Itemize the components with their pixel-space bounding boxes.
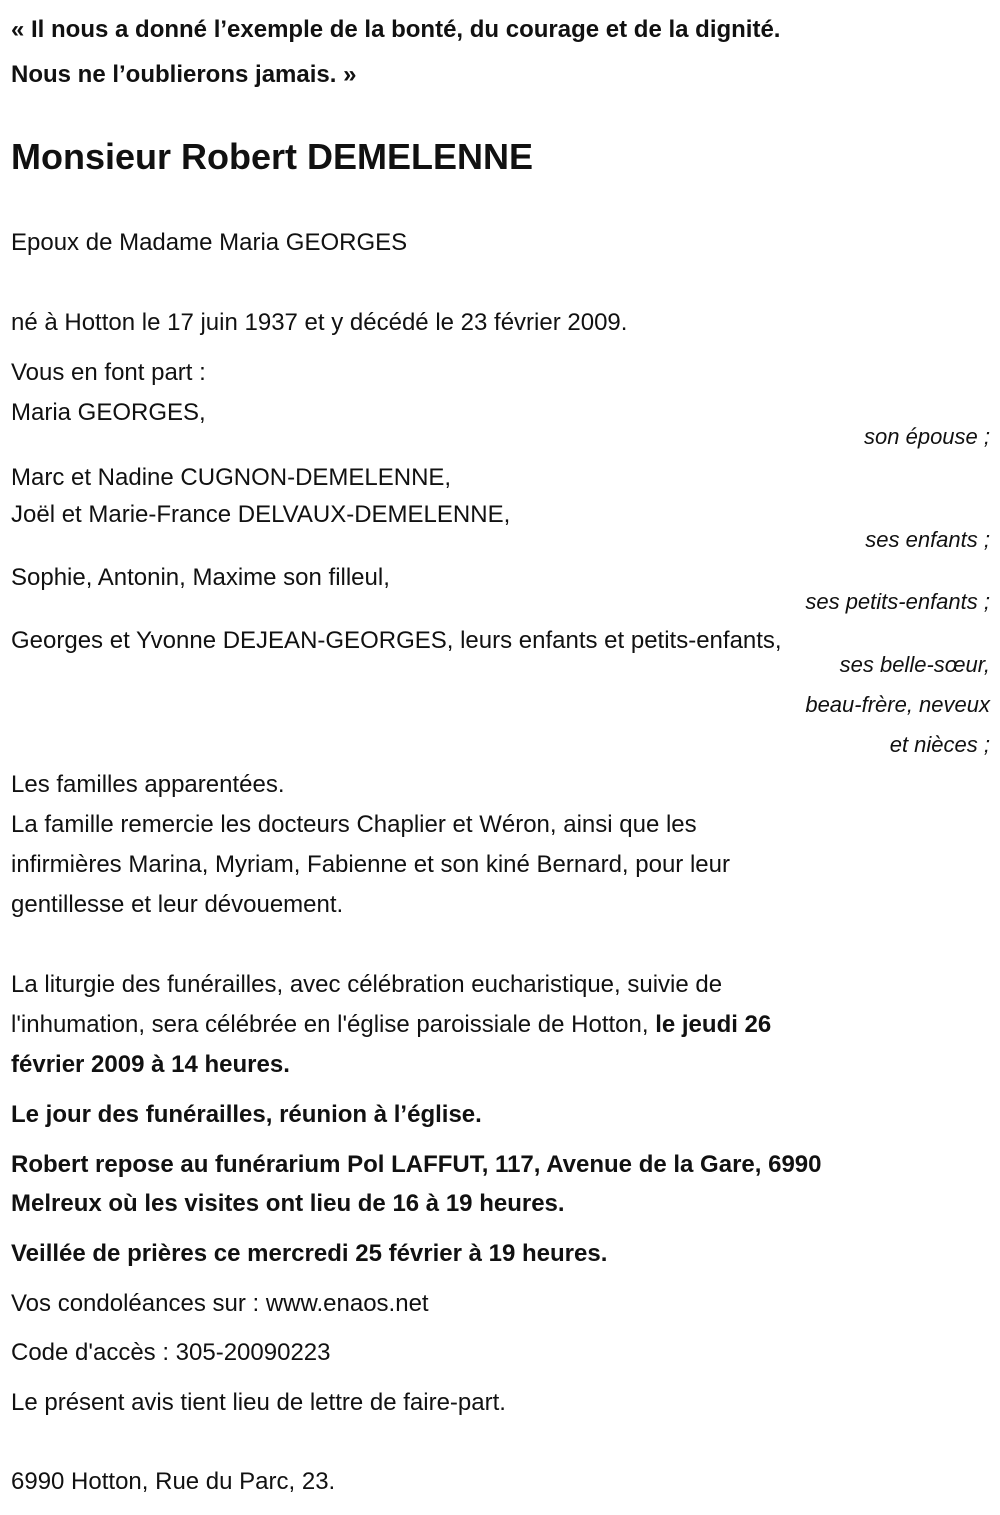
inlaws: Georges et Yvonne DEJEAN-GEORGES, leurs enfants et petits-enfants, — [11, 627, 782, 654]
inlaws-role-2: beau-frère, neveux — [805, 692, 990, 717]
repose-2: Melreux où les visites ont lieu de 16 à 19 heures. — [11, 1190, 565, 1217]
birth-death: né à Hotton le 17 juin 1937 et y décédé le 23 février 2009. — [11, 309, 628, 336]
quote-line-1: « Il nous a donné l’exemple de la bonté, du courage et de la dignité. — [11, 16, 781, 43]
quote-line-2: Nous ne l’oublierons jamais. » — [11, 61, 357, 88]
liturgy-1: La liturgie des funérailles, avec célébration eucharistique, suivie de — [11, 971, 723, 998]
announce: Vous en font part : — [11, 359, 206, 386]
notice: Le présent avis tient lieu de lettre de faire-part. — [11, 1389, 506, 1416]
access-code: Code d'accès : 305-20090223 — [11, 1339, 331, 1366]
liturgy-2 — [11, 1010, 771, 1040]
grandchildren: Sophie, Antonin, Maxime son filleul, — [11, 564, 390, 591]
repose-1: Robert repose au funérarium Pol LAFFUT, 117, Avenue de la Gare, 6990 — [11, 1151, 822, 1178]
spouse-role: son épouse ; — [864, 424, 990, 449]
inlaws-role-1: ses belle-sœur, — [839, 652, 990, 677]
spouse-line: Epoux de Madame Maria GEORGES — [11, 229, 408, 256]
condolences: Vos condoléances sur : www.enaos.net — [11, 1290, 429, 1317]
spouse-name: Maria GEORGES, — [11, 399, 206, 426]
meeting: Le jour des funérailles, réunion à l’église. — [11, 1101, 482, 1128]
thanks-2: infirmières Marina, Myriam, Fabienne et son kiné Bernard, pour leur — [11, 851, 730, 878]
child-2: Joël et Marie-France DELVAUX-DEMELENNE, — [11, 501, 511, 528]
liturgy-3: février 2009 à 14 heures. — [11, 1051, 290, 1078]
inlaws-role-3: et nièces ; — [889, 732, 990, 757]
grandchildren-role: ses petits-enfants ; — [805, 589, 990, 614]
address: 6990 Hotton, Rue du Parc, 23. — [11, 1468, 336, 1495]
liturgy-2-text: l'inhumation, sera célébrée en l'église paroissiale de Hotton, — [11, 1011, 656, 1038]
page-title: Monsieur Robert DEMELENNE — [11, 136, 534, 177]
thanks-1: La famille remercie les docteurs Chaplier et Wéron, ainsi que les — [11, 811, 697, 838]
vigil: Veillée de prières ce mercredi 25 février à 19 heures. — [11, 1240, 608, 1267]
child-1: Marc et Nadine CUGNON-DEMELENNE, — [11, 464, 452, 491]
related-families: Les familles apparentées. — [11, 771, 285, 798]
thanks-3: gentillesse et leur dévouement. — [11, 891, 344, 918]
liturgy-date: le jeudi 26 — [655, 1011, 772, 1038]
children-role: ses enfants ; — [865, 527, 990, 552]
